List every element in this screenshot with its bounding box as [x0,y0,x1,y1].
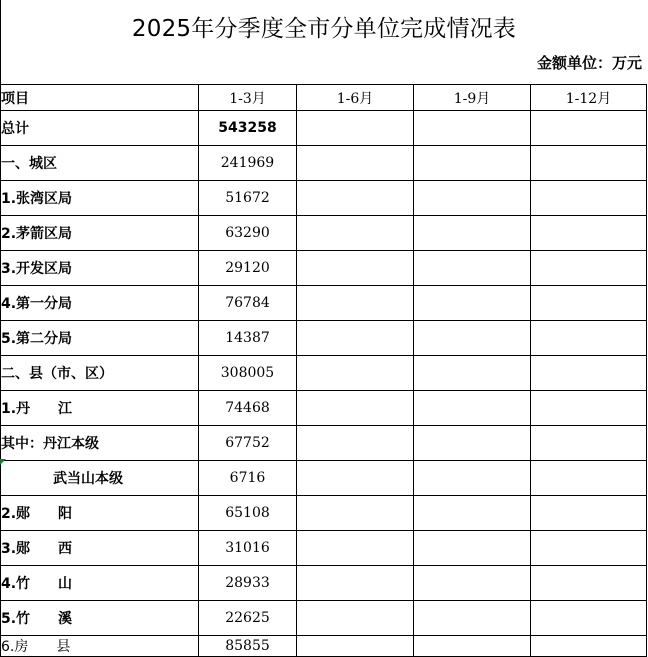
cell-h1 [297,426,414,461]
cell-q1: 51672 [199,181,297,216]
row-item: 总计 [1,111,199,146]
header-row [1,85,647,111]
cell-q3 [414,321,531,356]
table-row [1,356,647,391]
cell-year [531,146,647,181]
cell-year [531,601,647,636]
cell-q1: 14387 [199,321,297,356]
table-row [1,426,647,461]
cell-q1: 65108 [199,496,297,531]
table-row [1,146,647,181]
header-q3: 1-9月 [414,85,531,111]
row-item: 2.茅箭区局 [1,216,199,251]
cell-h1 [297,146,414,181]
cell-q1: 241969 [199,146,297,181]
cell-q1: 22625 [199,601,297,636]
cell-q3 [414,146,531,181]
row-item: 一、城区 [1,146,199,181]
row-item: 4.竹 山 [1,566,199,601]
header-year: 1-12月 [531,85,647,111]
row-item: 2.郧 阳 [1,496,199,531]
cell-h1 [297,111,414,146]
header-q1: 1-3月 [199,85,297,111]
cell-q1: 85855 [199,636,297,657]
cell-h1 [297,356,414,391]
table-row [1,566,647,601]
cell-year [531,496,647,531]
cell-q3 [414,216,531,251]
cell-q3 [414,636,531,657]
report-title: 2025年分季度全市分单位完成情况表 [131,16,517,42]
cell-h1 [297,181,414,216]
cell-year [531,216,647,251]
cell-h1 [297,531,414,566]
table-row [1,461,647,496]
cell-h1 [297,566,414,601]
cell-q3 [414,496,531,531]
cell-q1: 28933 [199,566,297,601]
cell-q3 [414,461,531,496]
row-item: 武当山本级 [1,461,199,496]
amount-unit-label: 金额单位：万元 [536,54,642,72]
cell-h1 [297,321,414,356]
cell-q3 [414,391,531,426]
cell-q1: 31016 [199,531,297,566]
cell-year [531,391,647,426]
table-row [1,636,647,657]
cell-year [531,181,647,216]
cell-h1 [297,601,414,636]
cell-year [531,251,647,286]
cell-year [531,286,647,321]
cell-q3 [414,601,531,636]
cell-q1: 543258 [199,111,297,146]
table-row-total [1,111,647,146]
row-item: 6.房 县 [1,636,199,657]
row-item: 5.第二分局 [1,321,199,356]
cell-q1: 63290 [199,216,297,251]
cell-h1 [297,496,414,531]
cell-h1 [297,636,414,657]
cell-h1 [297,251,414,286]
table-row [1,531,647,566]
row-item: 1.张湾区局 [1,181,199,216]
cell-year [531,531,647,566]
cell-q3 [414,286,531,321]
table-row [1,496,647,531]
row-item: 3.开发区局 [1,251,199,286]
cell-h1 [297,461,414,496]
cell-q1: 29120 [199,251,297,286]
cell-q3 [414,426,531,461]
cell-q3 [414,531,531,566]
row-item: 1.丹 江 [1,391,199,426]
cell-q1: 308005 [199,356,297,391]
cell-h1 [297,216,414,251]
cell-year [531,111,647,146]
cell-year [531,461,647,496]
cell-year [531,426,647,461]
row-item: 3.郧 西 [1,531,199,566]
row-item: 4.第一分局 [1,286,199,321]
row-item: 其中：丹江本级 [1,426,199,461]
cell-q3 [414,181,531,216]
cell-h1 [297,391,414,426]
header-item: 项目 [1,85,199,111]
cell-year [531,356,647,391]
table-row [1,181,647,216]
cell-q3 [414,356,531,391]
header-h1: 1-6月 [297,85,414,111]
cell-year [531,566,647,601]
cell-h1 [297,286,414,321]
row-item: 二、县（市、区） [1,356,199,391]
cell-q1: 67752 [199,426,297,461]
cell-comment-marker [0,459,6,465]
table-row [1,601,647,636]
cell-q1: 76784 [199,286,297,321]
cell-q3 [414,251,531,286]
cell-q3 [414,111,531,146]
data-table [0,84,647,657]
cell-year [531,321,647,356]
cell-q3 [414,566,531,601]
cell-q1: 6716 [199,461,297,496]
cell-q1: 74468 [199,391,297,426]
table-row [1,216,647,251]
table-row [1,251,647,286]
table-row [1,286,647,321]
cell-year [531,636,647,657]
table-row [1,391,647,426]
row-item: 5.竹 溪 [1,601,199,636]
table-row [1,321,647,356]
